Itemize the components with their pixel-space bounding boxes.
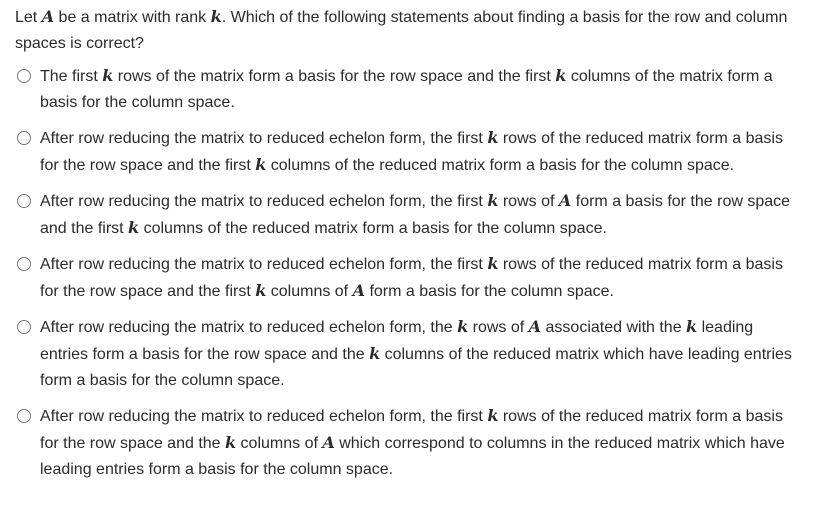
radio-button[interactable] [17,194,31,208]
math-variable: k [487,254,499,273]
math-variable: k [225,433,237,452]
answer-option-5[interactable] [15,314,800,394]
text-segment: columns of [266,283,353,300]
answer-option-text [40,188,800,242]
text-segment: leading entries form a basis for the row space and the [40,319,754,363]
math-variable: A [558,191,572,210]
math-variable: A [528,317,542,336]
text-segment: After row reducing the matrix to reduced echelon form, the first [40,256,488,273]
text-segment: After row reducing the matrix to reduced echelon form, the first [40,130,488,147]
text-segment: columns of [236,435,323,452]
question-text [15,4,800,57]
text-segment: . Which of the following statements about finding a basis for the row and column spaces is correct? [15,9,788,52]
answer-option-3[interactable] [15,188,800,242]
math-variable: k [686,317,698,336]
answer-option-2[interactable] [15,125,800,179]
math-variable: A [352,281,365,300]
text-segment: After row reducing the matrix to reduced echelon form, the first [40,193,488,210]
text-segment: rows of the reduced matrix form a basis for the row space and the [40,408,783,452]
answer-option-4[interactable] [15,251,800,305]
text-segment: form a basis for the column space. [365,283,614,300]
answer-option-text [40,251,800,305]
text-segment: After row reducing the matrix to reduced echelon form, the [40,319,458,336]
answer-option-text [40,403,800,483]
math-variable: k [487,191,499,210]
answer-option-6[interactable] [15,403,800,483]
text-segment: columns of the reduced matrix form a basis for the column space. [139,220,607,237]
text-segment: rows of [468,319,529,336]
math-variable: k [102,66,114,85]
text-segment: which correspond to columns in the reduced matrix which have leading entries form a basis for the column space. [40,435,785,478]
answer-options [15,63,800,483]
radio-button[interactable] [17,257,31,271]
math-variable: k [487,406,499,425]
text-segment: rows of the matrix form a basis for the row space and the first [113,68,556,85]
text-segment: rows of [498,193,559,210]
math-variable: k [555,66,567,85]
text-segment: be a matrix with rank [54,9,211,26]
answer-option-text [40,125,800,179]
text-segment: Let [15,9,42,26]
math-variable: k [457,317,469,336]
text-segment: form a basis for the row space and the first [40,193,791,237]
text-segment: associated with the [541,319,687,336]
answer-option-text [40,314,800,394]
answer-option-text [40,63,800,116]
math-variable: k [369,344,381,363]
radio-button[interactable] [17,320,31,334]
math-variable: k [255,155,267,174]
math-variable: A [41,7,55,26]
answer-option-1[interactable] [15,63,800,116]
text-segment: The first [40,68,103,85]
math-variable: k [487,128,499,147]
math-variable: A [322,433,335,452]
math-variable: k [128,218,140,237]
math-variable: k [210,7,222,26]
text-segment: columns of the matrix form a basis for the column space. [40,68,773,111]
text-segment: columns of the reduced matrix which have leading entries form a basis for the column space. [40,346,792,389]
radio-button[interactable] [17,69,31,83]
text-segment: After row reducing the matrix to reduced echelon form, the first [40,408,488,425]
text-segment: rows of the reduced matrix form a basis for the row space and the first [40,130,783,174]
radio-button[interactable] [17,409,31,423]
text-segment: rows of the reduced matrix form a basis for the row space and the first [40,256,783,300]
math-variable: k [255,281,267,300]
radio-button[interactable] [17,131,31,145]
text-segment: columns of the reduced matrix form a basis for the column space. [266,157,735,174]
